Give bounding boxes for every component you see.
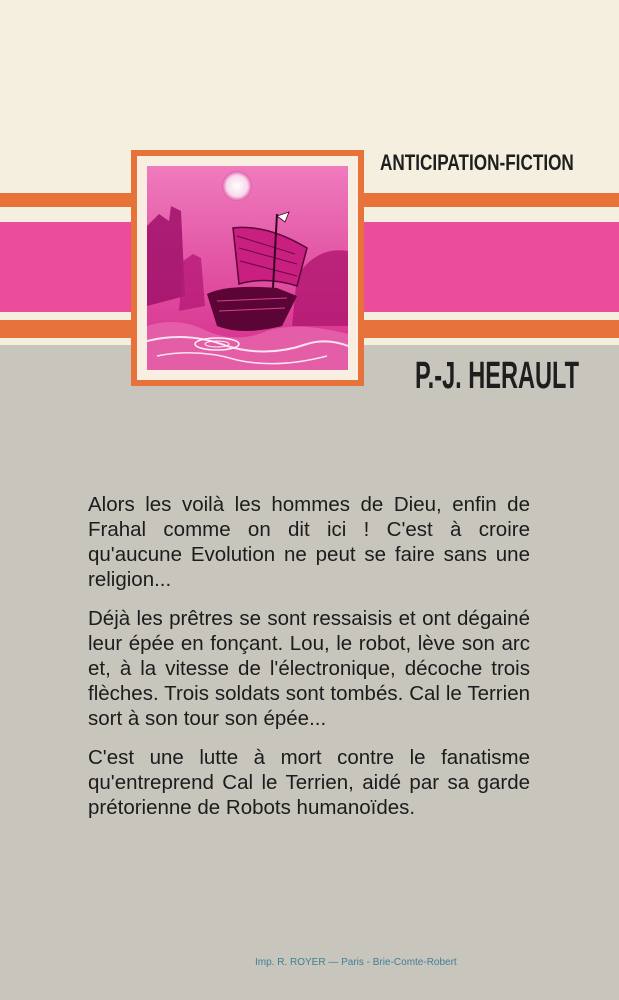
series-title: ANTICIPATION-FICTION <box>380 150 574 175</box>
blurb-paragraph-1: Alors les voilà les hommes de Dieu, enfin de Frahal comme on dit ici ! C'est à croire qu'aucune Evolution ne peut se faire sans une religion... <box>88 493 530 591</box>
printer-imprint: Imp. R. ROYER — Paris - Brie-Comte-Robert <box>255 957 457 968</box>
ship-illustration <box>147 166 348 370</box>
blurb-paragraph-2: Déjà les prêtres se sont ressaisis et ont dégainé leur épée en fonçant. Lou, le robot, lève son arc et, à la vitesse de l'électronique, décoche trois flèches. Trois soldats sont tombés. Cal le Terrien sort à son tour son épée... <box>88 607 530 730</box>
cover-illustration-mat <box>137 156 358 380</box>
cover-illustration-frame <box>131 150 364 386</box>
author-name: P.-J. HERAULT <box>415 355 580 397</box>
back-cover-blurb <box>88 492 530 834</box>
blurb-paragraph-3: C'est une lutte à mort contre le fanatisme qu'entreprend Cal le Terrien, aidé par sa garde prétorienne de Robots humanoïdes. <box>88 746 530 819</box>
